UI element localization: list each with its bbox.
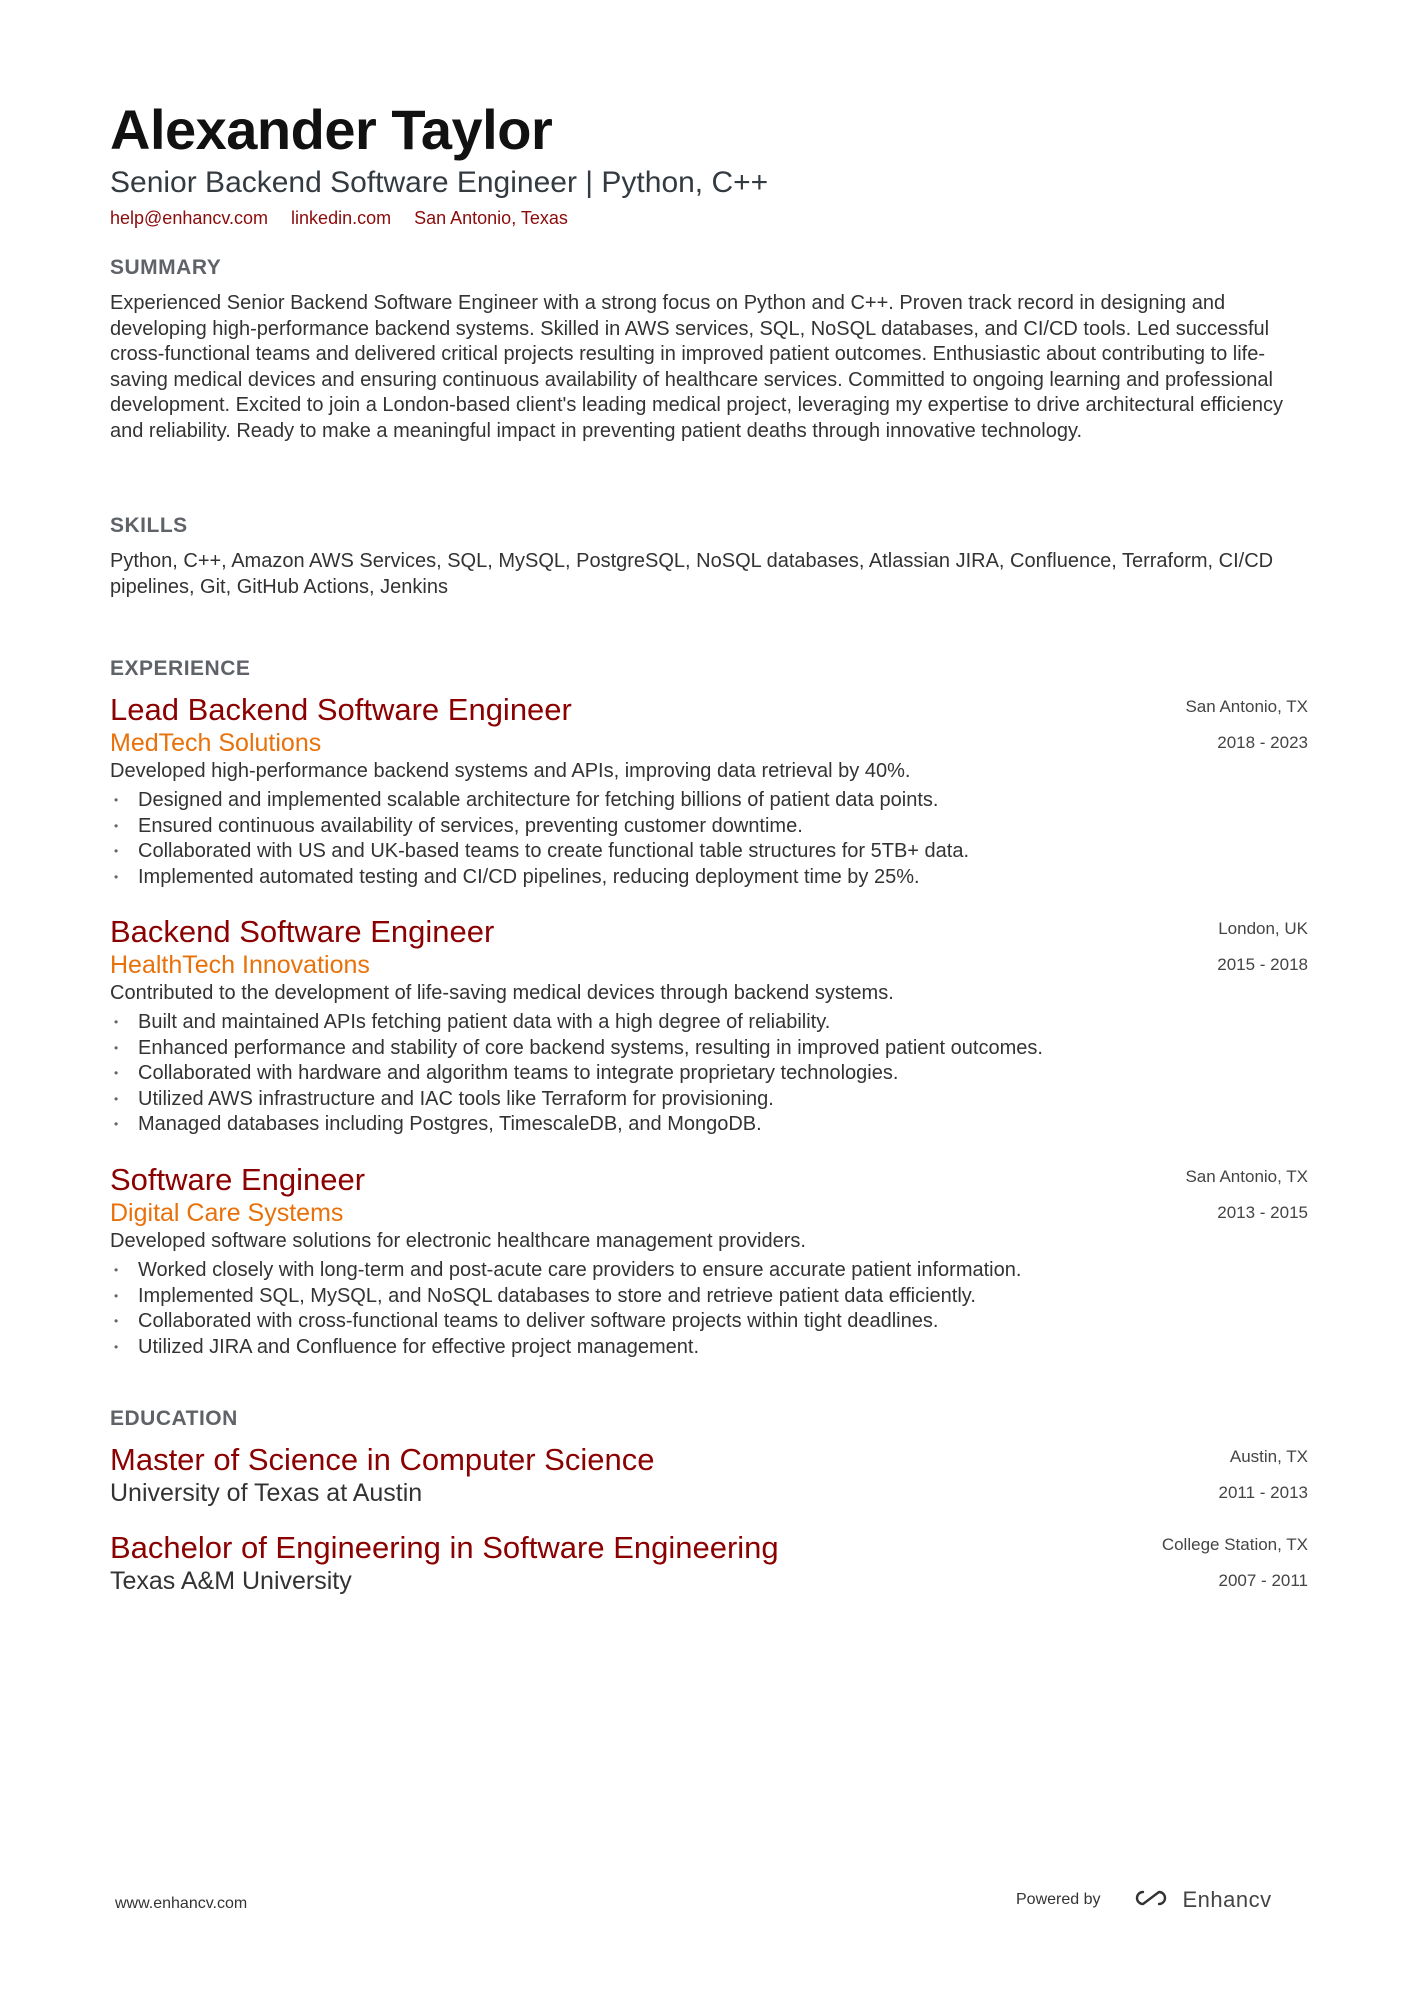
- education-location: Austin, TX: [1229, 1447, 1308, 1466]
- footer-website[interactable]: www.enhancv.com: [115, 1895, 248, 1912]
- resume-page: [110, 98, 1308, 1595]
- job-location: San Antonio, TX: [1185, 1167, 1308, 1186]
- education-dates: 2007 - 2011: [1218, 1571, 1308, 1590]
- brand-name: Enhancv: [1182, 1887, 1272, 1912]
- summary-section: [110, 255, 1308, 444]
- job-dates: 2013 - 2015: [1217, 1203, 1308, 1222]
- education-section: [110, 1406, 1308, 1432]
- company-name: Digital Care Systems: [110, 1199, 344, 1227]
- job-bullet: • Collaborated with US and UK-based teams to create functional table structures for 5TB+ data.: [110, 839, 1308, 865]
- company-name: HealthTech Innovations: [110, 951, 370, 979]
- job-summary: Developed high-performance backend systems and APIs, improving data retrieval by 40%.: [110, 760, 911, 782]
- contact-email[interactable]: help@enhancv.com: [110, 208, 269, 228]
- education-entry: [110, 1442, 1308, 1508]
- job-bullet: • Enhanced performance and stability of core backend systems, resulting in improved patient outcomes.: [110, 1036, 1308, 1062]
- skills-title: SKILLS: [110, 514, 188, 537]
- candidate-name: Alexander Taylor: [110, 98, 553, 161]
- education-entry: [110, 1530, 1308, 1596]
- job-location: San Antonio, TX: [1185, 697, 1308, 716]
- job-dates: 2018 - 2023: [1217, 733, 1308, 752]
- enhancv-logo-icon: [1129, 1886, 1173, 1915]
- job-bullet: • Managed databases including Postgres, TimescaleDB, and MongoDB.: [110, 1112, 1308, 1138]
- company-name: MedTech Solutions: [110, 729, 322, 757]
- experience-entry: [110, 692, 1308, 890]
- candidate-headline: Senior Backend Software Engineer | Python, C++: [110, 166, 769, 199]
- contact-linkedin[interactable]: linkedin.com: [291, 208, 392, 228]
- job-bullet: • Collaborated with hardware and algorithm teams to integrate proprietary technologies.: [110, 1061, 1308, 1087]
- job-bullet: • Worked closely with long-term and post-acute care providers to ensure accurate patient information.: [110, 1258, 1308, 1284]
- skills-section: [110, 513, 1308, 600]
- experience-title: EXPERIENCE: [110, 657, 251, 680]
- job-bullet: • Built and maintained APIs fetching patient data with a high degree of reliability.: [110, 1010, 1308, 1036]
- resume-header: [110, 98, 1308, 230]
- contact-info: [110, 206, 1308, 230]
- degree-title: Bachelor of Engineering in Software Engineering: [110, 1530, 779, 1565]
- school-name: Texas A&M University: [110, 1567, 352, 1595]
- job-title: Backend Software Engineer: [110, 914, 495, 949]
- job-dates: 2015 - 2018: [1217, 955, 1308, 974]
- job-bullet: • Utilized AWS infrastructure and IAC tools like Terraform for provisioning.: [110, 1087, 1308, 1113]
- experience-entry: [110, 914, 1308, 1138]
- education-title: EDUCATION: [110, 1407, 238, 1430]
- education-location: College Station, TX: [1161, 1535, 1308, 1554]
- job-summary: Developed software solutions for electronic healthcare management providers.: [110, 1230, 806, 1252]
- summary-text: Experienced Senior Backend Software Engineer with a strong focus on Python and C++. Proven track record in designing and developing high-performance backend systems. Skilled in AWS services, SQL, NoSQL databases, and CI/CD tools. Led successful cross-functional teams and delivered critical projects resulting in improved patient outcomes. Enthusiastic about contributing to life-saving medical devices and ensuring continuous availability of healthcare services. Committed to ongoing learning and professional development. Excited to join a London-based client's leading medical project, leveraging my expertise to drive architectural efficiency and reliability. Ready to make a meaningful impact in preventing patient deaths through innovative technology.: [110, 292, 1283, 442]
- job-title: Lead Backend Software Engineer: [110, 692, 572, 727]
- experience-section: [110, 656, 1308, 682]
- experience-entry: [110, 1162, 1308, 1360]
- job-summary: Contributed to the development of life-saving medical devices through backend systems.: [110, 982, 894, 1004]
- job-bullets: [110, 1258, 1308, 1360]
- powered-by-label: Powered by: [1016, 1891, 1101, 1908]
- job-bullets: [110, 1010, 1308, 1138]
- job-bullet: • Ensured continuous availability of services, preventing customer downtime.: [110, 814, 1308, 840]
- job-bullet: • Utilized JIRA and Confluence for effective project management.: [110, 1335, 1308, 1361]
- footer-branding: [1016, 1880, 1272, 1920]
- job-bullet: • Designed and implemented scalable architecture for fetching billions of patient data points.: [110, 788, 1308, 814]
- job-location: London, UK: [1218, 919, 1308, 938]
- job-bullet: • Collaborated with cross-functional teams to deliver software projects within tight deadlines.: [110, 1309, 1308, 1335]
- job-bullet: • Implemented SQL, MySQL, and NoSQL databases to store and retrieve patient data efficiently.: [110, 1284, 1308, 1310]
- job-title: Software Engineer: [110, 1162, 366, 1197]
- job-bullet: • Implemented automated testing and CI/CD pipelines, reducing deployment time by 25%.: [110, 865, 1308, 891]
- education-dates: 2011 - 2013: [1218, 1483, 1308, 1502]
- school-name: University of Texas at Austin: [110, 1479, 423, 1507]
- contact-location: San Antonio, Texas: [414, 208, 568, 228]
- job-bullets: [110, 788, 1308, 890]
- skills-text: Python, C++, Amazon AWS Services, SQL, MySQL, PostgreSQL, NoSQL databases, Atlassian JIRA, Confluence, Terraform, CI/CD pipelines, Git, GitHub Actions, Jenkins: [110, 550, 1274, 598]
- degree-title: Master of Science in Computer Science: [110, 1442, 655, 1477]
- summary-title: SUMMARY: [110, 256, 222, 279]
